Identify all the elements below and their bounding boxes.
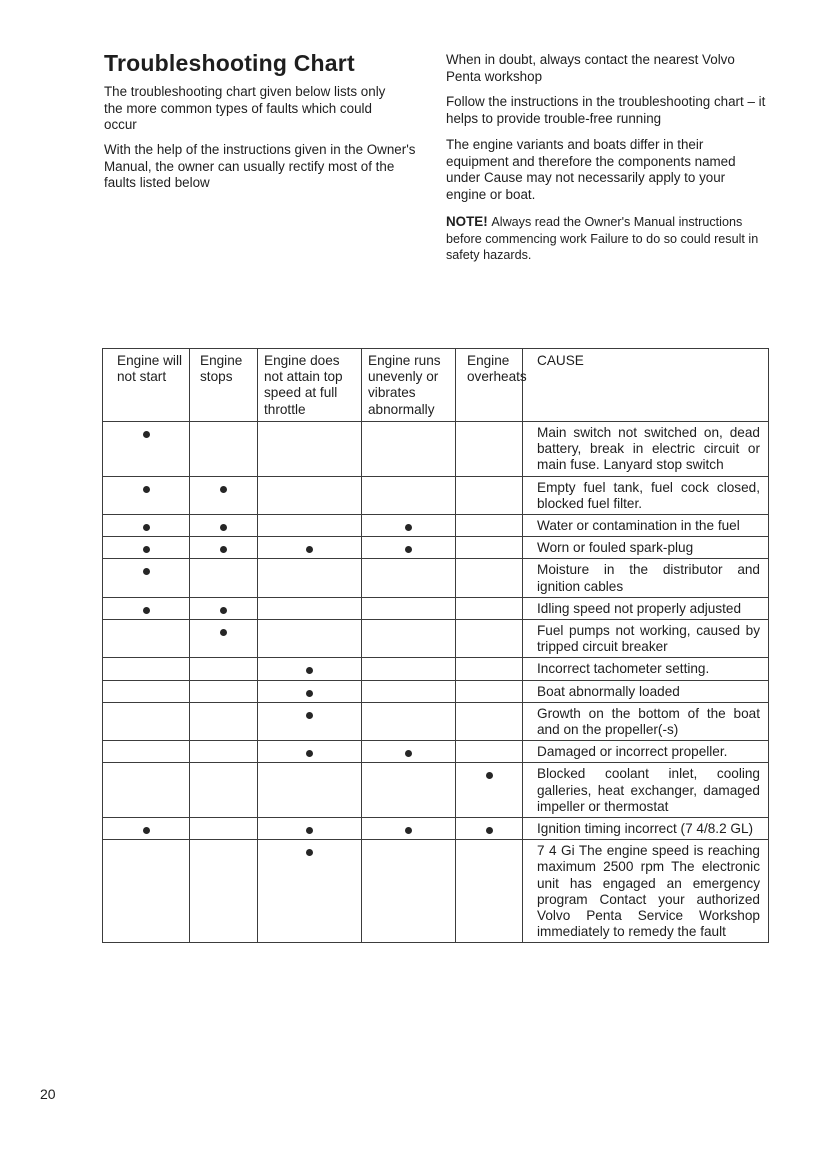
- bullet-mark-icon: [405, 546, 412, 553]
- cause-cell: Worn or fouled spark-plug: [523, 537, 769, 559]
- bullet-mark-icon: [220, 629, 227, 636]
- symptom-cell: [362, 702, 456, 740]
- symptom-cell: [456, 515, 523, 537]
- symptom-cell: [362, 658, 456, 680]
- page-number: 20: [40, 1086, 56, 1102]
- cause-cell: Ignition timing incorrect (7 4/8.2 GL): [523, 818, 769, 840]
- symptom-cell: [456, 537, 523, 559]
- table-row: [103, 620, 769, 658]
- symptom-cell: [456, 702, 523, 740]
- bullet-mark-icon: [306, 690, 313, 697]
- table-header-row: [103, 349, 769, 422]
- symptom-cell: [190, 741, 258, 763]
- bullet-mark-icon: [143, 568, 150, 575]
- bullet-mark-icon: [486, 827, 493, 834]
- bullet-mark-icon: [486, 772, 493, 779]
- symptom-cell: [362, 840, 456, 943]
- symptom-cell: [190, 702, 258, 740]
- table-row: [103, 763, 769, 818]
- bullet-mark-icon: [306, 750, 313, 757]
- symptom-cell: [258, 741, 362, 763]
- symptom-cell: [190, 818, 258, 840]
- symptom-cell: [456, 741, 523, 763]
- symptom-cell: [456, 680, 523, 702]
- header-cause: CAUSE: [523, 349, 769, 422]
- symptom-cell: [103, 763, 190, 818]
- header-engine-overheats: Engine overheats: [456, 349, 523, 422]
- header-engine-will-not-start: Engine will not start: [103, 349, 190, 422]
- symptom-cell: [190, 515, 258, 537]
- bullet-mark-icon: [143, 607, 150, 614]
- bullet-mark-icon: [405, 524, 412, 531]
- bullet-mark-icon: [306, 827, 313, 834]
- table-row: [103, 422, 769, 477]
- symptom-cell: [258, 537, 362, 559]
- symptom-cell: [362, 559, 456, 597]
- symptom-cell: [362, 763, 456, 818]
- symptom-cell: [103, 658, 190, 680]
- bullet-mark-icon: [405, 750, 412, 757]
- symptom-cell: [456, 422, 523, 477]
- note-label: NOTE!: [446, 214, 488, 229]
- symptom-cell: [190, 680, 258, 702]
- cause-cell: Moisture in the distributor and ignition cables: [523, 559, 769, 597]
- table-row: [103, 658, 769, 680]
- symptom-cell: [258, 597, 362, 619]
- symptom-cell: [190, 597, 258, 619]
- symptom-cell: [362, 515, 456, 537]
- symptom-cell: [103, 702, 190, 740]
- symptom-cell: [103, 597, 190, 619]
- cause-cell: Incorrect tachometer setting.: [523, 658, 769, 680]
- symptom-cell: [190, 763, 258, 818]
- symptom-cell: [103, 840, 190, 943]
- workshop-paragraph: When in doubt, always contact the nearest Volvo Penta workshop: [446, 52, 735, 84]
- cause-cell: Main switch not switched on, dead battery, break in electric circuit or main fuse. Lanyard stop switch: [523, 422, 769, 477]
- symptom-cell: [190, 658, 258, 680]
- symptom-cell: [190, 559, 258, 597]
- symptom-cell: [258, 620, 362, 658]
- symptom-cell: [103, 422, 190, 477]
- symptom-cell: [258, 818, 362, 840]
- symptom-cell: [456, 597, 523, 619]
- symptom-cell: [103, 559, 190, 597]
- symptom-cell: [258, 515, 362, 537]
- table-row: [103, 597, 769, 619]
- symptom-cell: [456, 559, 523, 597]
- table-body: [103, 422, 769, 943]
- symptom-cell: [258, 658, 362, 680]
- table-row: [103, 818, 769, 840]
- bullet-mark-icon: [143, 524, 150, 531]
- table-row: [103, 537, 769, 559]
- symptom-cell: [456, 620, 523, 658]
- symptom-cell: [190, 537, 258, 559]
- table-row: [103, 515, 769, 537]
- bullet-mark-icon: [405, 827, 412, 834]
- bullet-mark-icon: [306, 712, 313, 719]
- symptom-cell: [456, 476, 523, 514]
- symptom-cell: [362, 680, 456, 702]
- symptom-cell: [258, 763, 362, 818]
- bullet-mark-icon: [306, 667, 313, 674]
- symptom-cell: [258, 680, 362, 702]
- bullet-mark-icon: [306, 546, 313, 553]
- symptom-cell: [103, 620, 190, 658]
- symptom-cell: [456, 840, 523, 943]
- symptom-cell: [190, 422, 258, 477]
- symptom-cell: [362, 476, 456, 514]
- bullet-mark-icon: [143, 486, 150, 493]
- cause-cell: Damaged or incorrect propeller.: [523, 741, 769, 763]
- symptom-cell: [362, 818, 456, 840]
- bullet-mark-icon: [220, 486, 227, 493]
- table-row: [103, 476, 769, 514]
- symptom-cell: [103, 818, 190, 840]
- symptom-cell: [258, 559, 362, 597]
- bullet-mark-icon: [220, 607, 227, 614]
- variants-paragraph: The engine variants and boats differ in their equipment and therefore the components named under Cause may not necessarily apply to your engine or boat.: [446, 137, 736, 202]
- table-row: [103, 741, 769, 763]
- cause-cell: Boat abnormally loaded: [523, 680, 769, 702]
- intro-paragraph-1: The troubleshooting chart given below lists only the more common types of faults which could occur: [104, 84, 386, 132]
- cause-cell: Water or contamination in the fuel: [523, 515, 769, 537]
- symptom-cell: [258, 422, 362, 477]
- bullet-mark-icon: [143, 546, 150, 553]
- cause-cell: 7 4 Gi The engine speed is reaching maximum 2500 rpm The electronic unit has engaged an emergency program Contact your authorized Volvo Penta Service Workshop immediately to remedy the fault: [523, 840, 769, 943]
- symptom-cell: [362, 620, 456, 658]
- note-text: Always read the Owner's Manual instructions before commencing work Failure to do so could result in safety hazards.: [446, 215, 759, 262]
- cause-cell: Empty fuel tank, fuel cock closed, blocked fuel filter.: [523, 476, 769, 514]
- table-row: [103, 680, 769, 702]
- cause-cell: Fuel pumps not working, caused by tripped circuit breaker: [523, 620, 769, 658]
- symptom-cell: [258, 840, 362, 943]
- bullet-mark-icon: [306, 849, 313, 856]
- instructions-paragraph: Follow the instructions in the troubleshooting chart – it helps to provide trouble-free running: [446, 94, 766, 126]
- symptom-cell: [103, 741, 190, 763]
- troubleshooting-table: [102, 348, 769, 943]
- symptom-cell: [362, 422, 456, 477]
- cause-cell: Idling speed not properly adjusted: [523, 597, 769, 619]
- symptom-cell: [103, 515, 190, 537]
- symptom-cell: [103, 537, 190, 559]
- symptom-cell: [258, 476, 362, 514]
- bullet-mark-icon: [143, 431, 150, 438]
- bullet-mark-icon: [143, 827, 150, 834]
- table-row: [103, 840, 769, 943]
- bullet-mark-icon: [220, 546, 227, 553]
- header-engine-runs-unevenly: Engine runs unevenly or vibrates abnormally: [362, 349, 456, 422]
- symptom-cell: [103, 680, 190, 702]
- symptom-cell: [190, 620, 258, 658]
- intro-paragraph-2: With the help of the instructions given in the Owner's Manual, the owner can usually rectify most of the faults listed below: [104, 142, 416, 190]
- table-row: [103, 559, 769, 597]
- safety-note: [446, 214, 764, 264]
- header-engine-does-not-attain-top-speed: Engine does not attain top speed at full throttle: [258, 349, 362, 422]
- symptom-cell: [456, 818, 523, 840]
- table-row: [103, 702, 769, 740]
- bullet-mark-icon: [220, 524, 227, 531]
- page-title: Troubleshooting Chart: [104, 50, 355, 76]
- header-engine-stops: Engine stops: [190, 349, 258, 422]
- symptom-cell: [190, 476, 258, 514]
- symptom-cell: [190, 840, 258, 943]
- symptom-cell: [456, 763, 523, 818]
- symptom-cell: [362, 537, 456, 559]
- symptom-cell: [362, 597, 456, 619]
- symptom-cell: [258, 702, 362, 740]
- cause-cell: Growth on the bottom of the boat and on the propeller(-s): [523, 702, 769, 740]
- cause-cell: Blocked coolant inlet, cooling galleries, heat exchanger, damaged impeller or thermostat: [523, 763, 769, 818]
- symptom-cell: [103, 476, 190, 514]
- symptom-cell: [362, 741, 456, 763]
- symptom-cell: [456, 658, 523, 680]
